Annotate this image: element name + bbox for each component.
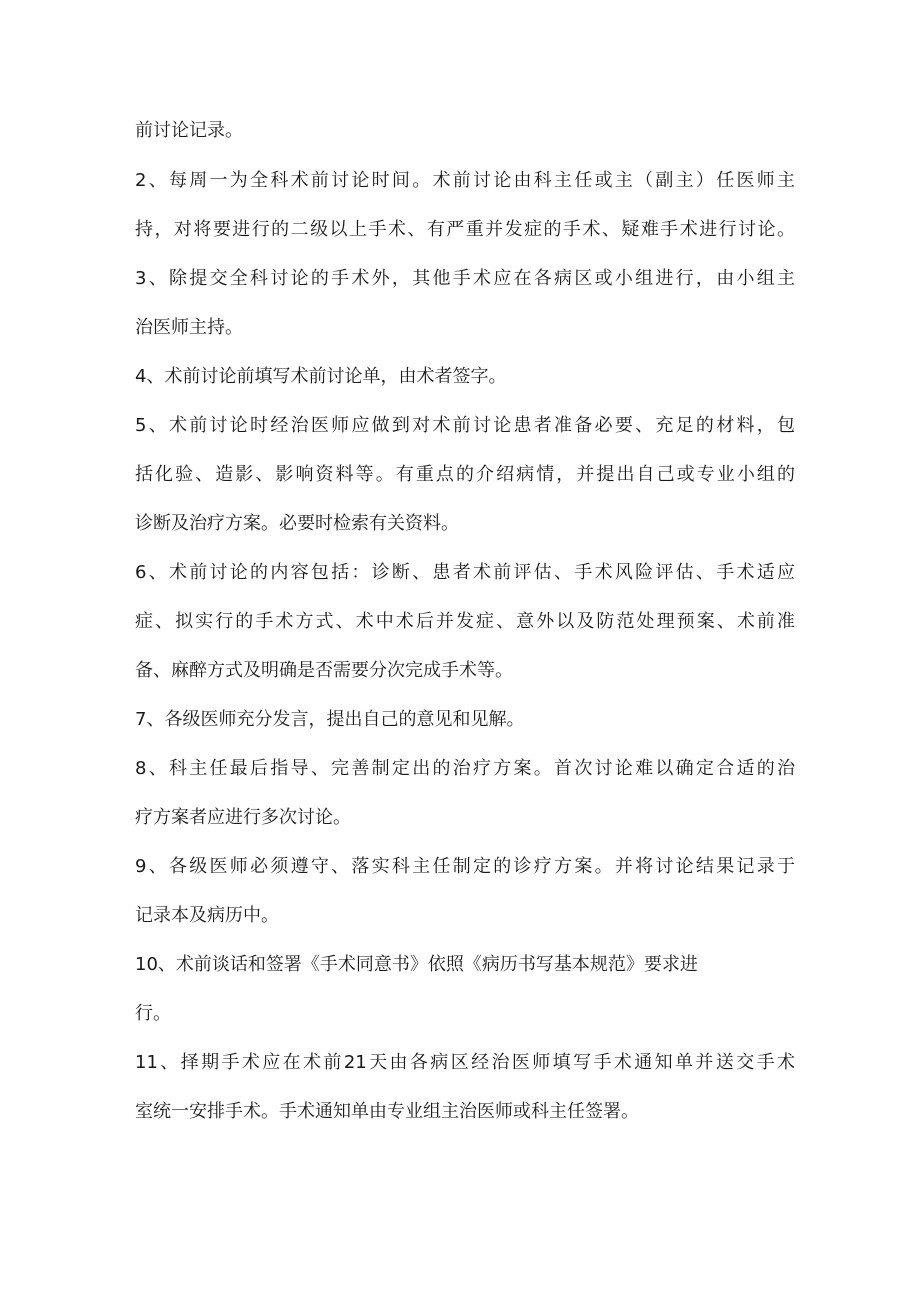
text-line-item-8: 8、科主任最后指导、完善制定出的治疗方案。首次讨论难以确定合适的治 <box>135 758 795 779</box>
text-line-item-6-cont-2: 备、麻醉方式及明确是否需要分次完成手术等。 <box>135 660 513 681</box>
text-line-continuation: 前讨论记录。 <box>135 120 243 141</box>
text-line-item-6: 6、术前讨论的内容包括：诊断、患者术前评估、手术风险评估、手术适应 <box>135 562 795 583</box>
text-line-item-5-cont-1: 括化验、造影、影响资料等。有重点的介绍病情，并提出自己或专业小组的 <box>135 464 795 485</box>
text-line-item-7: 7、各级医师充分发言，提出自己的意见和见解。 <box>135 709 525 730</box>
text-line-item-2: 2、每周一为全科术前讨论时间。术前讨论由科主任或主（副主）任医师主 <box>135 170 795 191</box>
text-line-item-11: 11、择期手术应在术前21天由各病区经治医师填写手术通知单并送交手术 <box>135 1052 795 1073</box>
text-line-item-10-cont: 行。 <box>135 1003 171 1024</box>
text-line-item-9-cont: 记录本及病历中。 <box>135 905 279 926</box>
text-line-item-5-cont-2: 诊断及治疗方案。必要时检索有关资料。 <box>135 513 459 534</box>
text-line-item-3: 3、除提交全科讨论的手术外，其他手术应在各病区或小组进行，由小组主 <box>135 268 795 289</box>
text-line-item-11-cont: 室统一安排手术。手术通知单由专业组主治医师或科主任签署。 <box>135 1101 639 1122</box>
text-line-item-6-cont-1: 症、拟实行的手术方式、术中术后并发症、意外以及防范处理预案、术前准 <box>135 611 795 632</box>
text-line-item-3-cont: 治医师主持。 <box>135 317 243 338</box>
text-line-item-8-cont: 疗方案者应进行多次讨论。 <box>135 807 351 828</box>
text-line-item-2-cont: 持，对将要进行的二级以上手术、有严重并发症的手术、疑难手术进行讨论。 <box>135 219 795 240</box>
text-line-item-10: 10、术前谈话和签署《手术同意书》依照《病历书写基本规范》要求进 <box>135 954 698 975</box>
text-line-item-5: 5、术前讨论时经治医师应做到对术前讨论患者准备必要、充足的材料，包 <box>135 415 795 436</box>
text-line-item-4: 4、术前讨论前填写术前讨论单，由术者签字。 <box>135 366 507 387</box>
text-line-item-9: 9、各级医师必须遵守、落实科主任制定的诊疗方案。并将讨论结果记录于 <box>135 856 795 877</box>
